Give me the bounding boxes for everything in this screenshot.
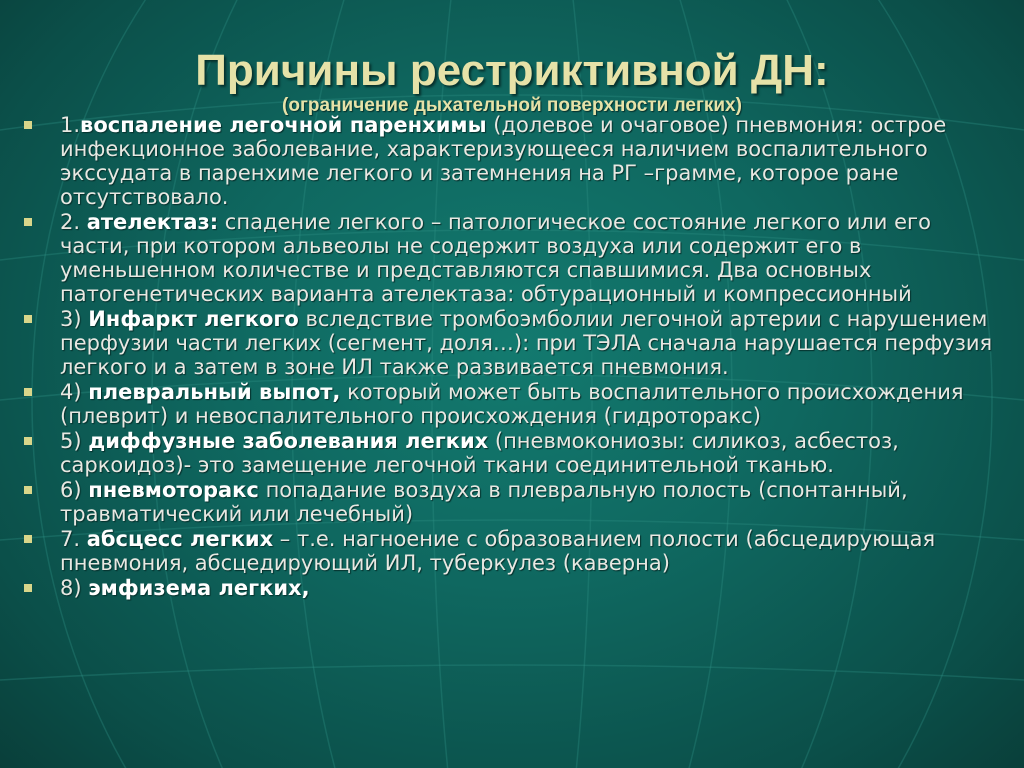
item-description: попадание воздуха в плевральную полость (спонтанный, травматический или лечебный) [60, 478, 908, 526]
item-prefix: 8) [60, 576, 89, 600]
item-term: плевральный выпот, [88, 380, 341, 404]
item-prefix: 4) [60, 380, 89, 404]
item-description: вследствие тромбоэмболии легочной артерии с нарушением перфузии части легких (сегмент, доля…): при ТЭЛА сначала нарушается перфузия легкого и а затем в зоне ИЛ также развивается пневмония. [60, 307, 993, 379]
list-item [20, 527, 1005, 575]
list-item [20, 113, 1005, 209]
item-description: который может быть воспалительного происхождения (плеврит) и невоспалительного происхождения (гидроторакс) [60, 380, 964, 428]
item-term: пневмоторакс [88, 478, 259, 502]
bullet-icon [24, 315, 32, 323]
item-term: абсцесс легких [86, 527, 274, 551]
list-item [20, 429, 1005, 477]
item-prefix: 2. [60, 210, 87, 234]
item-prefix: 1. [60, 113, 81, 137]
item-description: (пневмокониозы: силикоз, асбестоз, саркоидоз)- это замещение легочной ткани соединительной тканью. [60, 429, 899, 477]
item-term: Инфаркт легкого [88, 307, 299, 331]
item-term: воспаление легочной паренхимы [80, 113, 487, 137]
item-description: спадение легкого – патологическое состояние легкого или его части, при котором альвеолы не содержит воздуха или содержит его в уменьшенном количестве и представляются спавшимися. Два основных патогенетических варианта ателектаза: обтурационный и компрессионный [60, 210, 931, 306]
bullet-icon [24, 218, 32, 226]
bullet-icon [24, 486, 32, 494]
list-item [20, 478, 1005, 526]
item-prefix: 3) [60, 307, 89, 331]
bullet-icon [24, 535, 32, 543]
list-item [20, 576, 1005, 600]
causes-list [20, 113, 1005, 601]
page-title: Причины рестриктивной ДН: [195, 46, 829, 95]
page-subtitle: (ограничение дыхательной поверхности легких) [282, 95, 742, 116]
item-term: диффузные заболевания легких [88, 429, 489, 453]
bullet-icon [24, 437, 32, 445]
list-item [20, 307, 1005, 379]
bullet-icon [24, 121, 32, 129]
list-item [20, 380, 1005, 428]
item-prefix: 7. [60, 527, 87, 551]
item-prefix: 5) [60, 429, 89, 453]
list-item [20, 210, 1005, 306]
item-term: ателектаз: [86, 210, 219, 234]
item-term: эмфизема легких, [88, 576, 310, 600]
item-prefix: 6) [60, 478, 89, 502]
bullet-icon [24, 388, 32, 396]
bullet-icon [24, 584, 32, 592]
item-description: – т.е. нагноение с образованием полости (абсцедирующая пневмония, абсцедирующий ИЛ, туберкулез (каверна) [60, 527, 936, 575]
item-description: (долевое и очаговое) пневмония: острое инфекционное заболевание, характеризующееся наличием воспалительного экссудата в паренхиме легкого и затемнения на РГ –грамме, которое ране отсутствовало. [60, 113, 947, 209]
